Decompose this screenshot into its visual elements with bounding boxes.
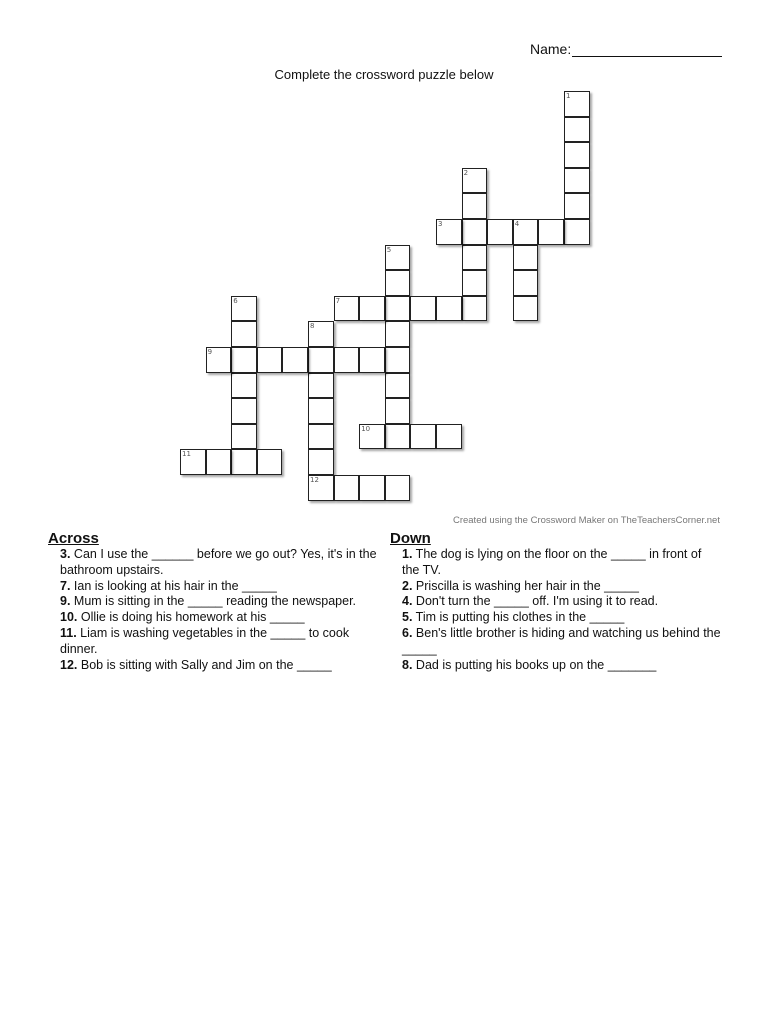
crossword-cell[interactable] [206,449,232,475]
cell-number: 5 [386,245,392,254]
crossword-cell[interactable] [308,373,334,399]
cell-number: 6 [233,296,238,305]
clue-text: Liam is washing vegetables in the _____ to cook dinner. [60,625,350,656]
clue-text: Can I use the ______ before we go out? Yes, it's in the bathroom upstairs. [60,547,377,577]
crossword-cell[interactable] [231,424,257,450]
crossword-cell[interactable] [231,449,257,475]
crossword-cell[interactable] [513,219,539,245]
instruction-text: Complete the crossword puzzle below [274,67,494,82]
credit-text: Created using the Crossword Maker on TheTeachersCorner.net [452,515,720,526]
down-clue [390,626,722,658]
clue-number: 10. [60,610,78,625]
name-label: Name: [530,41,572,57]
cell-number: 1 [566,92,571,100]
crossword-cell[interactable] [487,219,513,245]
crossword-cell[interactable] [410,296,436,322]
clue-number: 6. [402,625,413,640]
crossword-cell[interactable] [564,193,590,219]
crossword-cell[interactable] [308,475,334,501]
cell-number: 4 [514,220,520,228]
crossword-cell[interactable] [564,219,590,245]
crossword-cell[interactable] [436,424,462,450]
crossword-cell[interactable] [359,424,385,450]
across-clue [48,610,380,626]
crossword-cell[interactable] [462,245,488,271]
crossword-cell[interactable] [231,398,257,424]
clue-text: Ian is looking at his hair in the _____ [70,578,277,593]
crossword-cell[interactable] [385,424,411,450]
clue-text: Tim is putting his clothes in the _____ [412,610,625,625]
clue-number: 5. [402,610,413,625]
clue-number: 8. [402,657,413,672]
down-heading: Down [390,530,431,547]
crossword-cell[interactable] [462,193,488,219]
crossword-cell[interactable] [308,424,334,450]
crossword-cell[interactable] [308,321,334,347]
cell-number: 10 [361,424,371,433]
crossword-cell[interactable] [385,475,411,501]
across-clue [48,579,380,595]
clue-text: Don't turn the _____ off. I'm using it to read. [412,594,659,609]
crossword-cell[interactable] [359,475,385,501]
clue-text: Ben's little brother is hiding and watching us behind the _____ [402,625,721,656]
crossword-cell[interactable] [334,475,360,501]
across-clue [48,547,380,579]
clue-text: Bob is sitting with Sally and Jim on the _____ [77,657,332,672]
crossword-cell[interactable] [436,219,462,245]
clue-number: 9. [60,594,71,609]
across-clue [48,658,380,674]
clue-number: 2. [402,578,413,593]
clue-text: The dog is lying on the floor on the _____ in front of the TV. [402,547,702,577]
cell-number: 9 [207,348,213,356]
down-clue [390,610,722,626]
crossword-cell[interactable] [385,296,411,322]
crossword-cell[interactable] [359,347,385,373]
clue-text: Mum is sitting in the _____ reading the newspaper. [70,594,357,609]
clue-text: Priscilla is washing her hair in the _____ [412,578,639,593]
down-clues [390,530,722,673]
crossword-cell[interactable] [385,373,411,399]
crossword-cell[interactable] [564,117,590,143]
crossword-cell[interactable] [257,449,283,475]
cell-number: 3 [438,220,443,228]
crossword-cell[interactable] [513,296,539,322]
across-clues [48,530,380,673]
cell-number: 7 [335,296,341,305]
clue-number: 1. [402,547,413,561]
crossword-cell[interactable] [231,321,257,347]
crossword-cell[interactable] [385,321,411,347]
across-clue [48,594,380,610]
across-heading: Across [48,530,99,547]
crossword-cell[interactable] [334,347,360,373]
crossword-cell[interactable] [564,168,590,194]
down-clue [390,594,722,610]
crossword-cell[interactable] [206,347,232,373]
clue-number: 7. [60,578,71,593]
crossword-cell[interactable] [385,245,411,271]
clue-number: 3. [60,547,71,561]
crossword-cell[interactable] [462,168,488,194]
clue-number: 12. [60,657,78,672]
crossword-cell[interactable] [436,296,462,322]
crossword-cell[interactable] [564,91,590,117]
down-clue [390,579,722,595]
crossword-cell[interactable] [385,398,411,424]
cell-number: 8 [310,322,315,331]
crossword-cell[interactable] [513,245,539,271]
crossword-cell[interactable] [308,449,334,475]
crossword-cell[interactable] [308,398,334,424]
crossword-cell[interactable] [564,142,590,168]
crossword-cell[interactable] [513,270,539,296]
crossword-cell[interactable] [231,347,257,373]
crossword-cell[interactable] [385,347,411,373]
cell-number: 12 [310,476,319,484]
crossword-cell[interactable] [359,296,385,322]
crossword-cell[interactable] [334,296,360,322]
crossword-cell[interactable] [257,347,283,373]
clue-number: 4. [402,594,413,609]
clue-text: Dad is putting his books up on the _______ [412,657,657,672]
crossword-cell[interactable] [180,449,206,475]
cell-number: 2 [463,168,469,177]
crossword-cell[interactable] [385,270,411,296]
across-clue [48,626,380,658]
crossword-cell[interactable] [231,296,257,322]
down-clue [390,658,722,674]
crossword-cell[interactable] [462,296,488,322]
clue-number: 11. [60,625,77,640]
crossword-cell[interactable] [410,424,436,450]
crossword-cell[interactable] [308,347,334,373]
crossword-cell[interactable] [462,270,488,296]
crossword-cell[interactable] [282,347,308,373]
crossword-cell[interactable] [538,219,564,245]
down-clue [390,547,722,579]
clue-text: Ollie is doing his homework at his _____ [77,610,305,625]
crossword-cell[interactable] [231,373,257,399]
crossword-cell[interactable] [462,219,488,245]
cell-number: 11 [182,450,191,459]
